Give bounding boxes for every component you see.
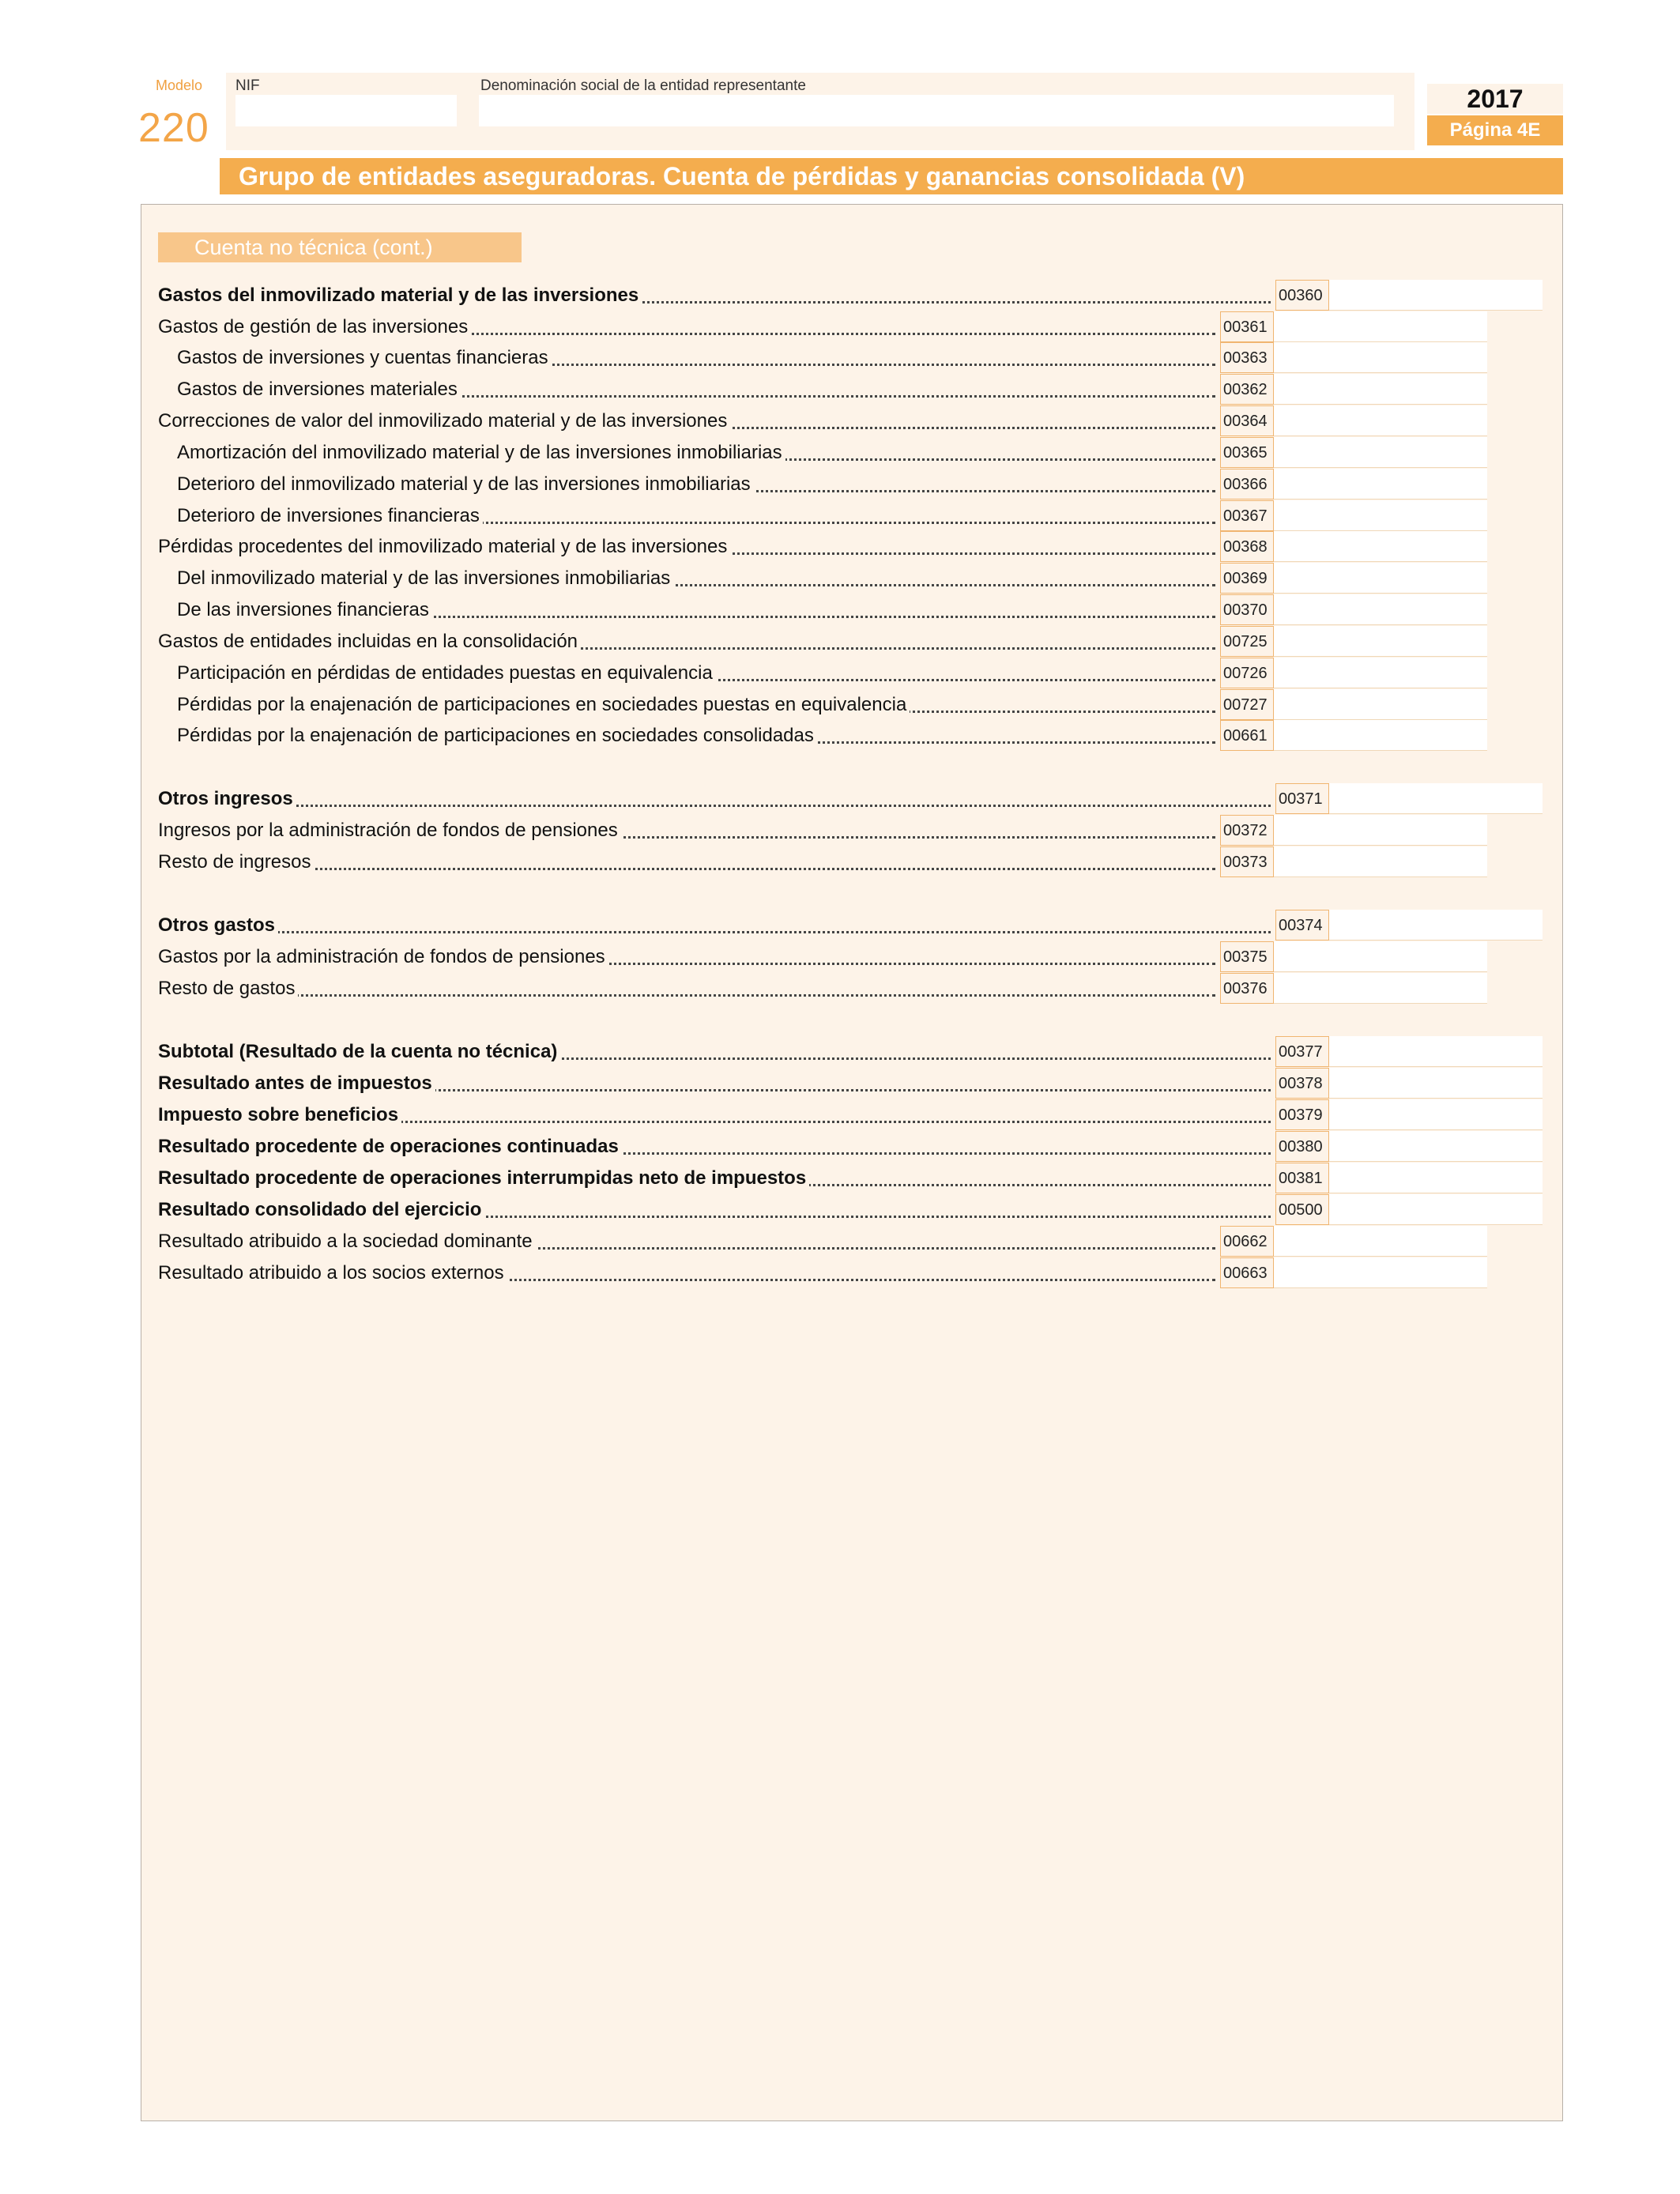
amount-field[interactable]: [1329, 1099, 1543, 1130]
form-row: [0, 594, 1680, 625]
amount-field[interactable]: [1329, 1194, 1543, 1225]
form-row: [0, 626, 1680, 657]
amount-field[interactable]: [1274, 374, 1487, 405]
form-row: [0, 846, 1680, 877]
row-label: Pérdidas por la enajenación de participaciones en sociedades consolidadas: [177, 720, 1217, 751]
box-code: 00366: [1220, 469, 1274, 499]
form-row: [0, 1068, 1680, 1099]
row-label: Resultado procedente de operaciones interrumpidas neto de impuestos: [158, 1163, 1272, 1193]
row-label: Deterioro de inversiones financieras: [177, 500, 1217, 531]
row-label: Gastos del inmovilizado material y de las inversiones: [158, 280, 1272, 311]
row-label: Resto de ingresos: [158, 846, 1217, 877]
amount-field[interactable]: [1274, 973, 1487, 1004]
form-row: [0, 973, 1680, 1004]
row-label: Gastos de inversiones materiales: [177, 374, 1217, 405]
form-row: [0, 1163, 1680, 1193]
section-label: Cuenta no técnica (cont.): [158, 232, 522, 262]
form-row: [0, 1257, 1680, 1288]
amount-field[interactable]: [1274, 405, 1487, 436]
row-label: Del inmovilizado material y de las inversiones inmobiliarias: [177, 563, 1217, 594]
modelo-number: 220: [138, 105, 209, 151]
row-label: Ingresos por la administración de fondos de pensiones: [158, 815, 1217, 846]
leader-dots: [158, 805, 1271, 807]
form-row: [0, 1131, 1680, 1162]
box-code: 00371: [1275, 783, 1329, 814]
box-code: 00361: [1220, 311, 1274, 342]
amount-field[interactable]: [1274, 594, 1487, 625]
box-code: 00661: [1220, 720, 1274, 751]
leader-dots: [158, 931, 1271, 933]
row-label: De las inversiones financieras: [177, 594, 1217, 625]
box-code: 00367: [1220, 500, 1274, 531]
amount-field[interactable]: [1329, 783, 1543, 814]
denominacion-label: Denominación social de la entidad representante: [480, 77, 806, 94]
page-badge: Página 4E: [1427, 115, 1563, 145]
form-row: [0, 1036, 1680, 1067]
box-code: 00368: [1220, 531, 1274, 562]
box-code: 00663: [1220, 1257, 1274, 1288]
row-label: Impuesto sobre beneficios: [158, 1099, 1272, 1130]
form-row: [0, 500, 1680, 531]
amount-field[interactable]: [1274, 311, 1487, 342]
amount-field[interactable]: [1274, 500, 1487, 531]
box-code: 00370: [1220, 594, 1274, 625]
row-label: Pérdidas procedentes del inmovilizado material y de las inversiones: [158, 531, 1217, 562]
leader-dots: [158, 994, 1215, 997]
row-label: Gastos de entidades incluidas en la consolidación: [158, 626, 1217, 657]
row-label: Resultado consolidado del ejercicio: [158, 1194, 1272, 1225]
row-label: Resto de gastos: [158, 973, 1217, 1004]
form-row: [0, 531, 1680, 562]
amount-field[interactable]: [1329, 1163, 1543, 1193]
row-label: Resultado procedente de operaciones continuadas: [158, 1131, 1272, 1162]
form-row: [0, 720, 1680, 751]
form-row: [0, 280, 1680, 311]
row-label: Correcciones de valor del inmovilizado material y de las inversiones: [158, 405, 1217, 436]
form-row: [0, 374, 1680, 405]
amount-field[interactable]: [1329, 280, 1543, 311]
box-code: 00726: [1220, 658, 1274, 688]
nif-field[interactable]: [235, 95, 457, 126]
amount-field[interactable]: [1274, 658, 1487, 688]
amount-field[interactable]: [1274, 1257, 1487, 1288]
form-row: [0, 437, 1680, 468]
row-label: Resultado antes de impuestos: [158, 1068, 1272, 1099]
form-row: [0, 658, 1680, 688]
amount-field[interactable]: [1274, 815, 1487, 846]
amount-field[interactable]: [1274, 563, 1487, 594]
form-row: [0, 815, 1680, 846]
amount-field[interactable]: [1274, 846, 1487, 877]
form-row: [0, 1226, 1680, 1257]
amount-field[interactable]: [1274, 626, 1487, 657]
denominacion-field[interactable]: [479, 95, 1394, 126]
box-code: 00373: [1220, 846, 1274, 877]
row-label: Gastos de inversiones y cuentas financieras: [177, 342, 1217, 373]
row-label: Subtotal (Resultado de la cuenta no técnica): [158, 1036, 1272, 1067]
row-label: Resultado atribuido a la sociedad dominante: [158, 1226, 1217, 1257]
amount-field[interactable]: [1274, 531, 1487, 562]
form-title: Grupo de entidades aseguradoras. Cuenta de pérdidas y ganancias consolidada (V): [220, 158, 1563, 194]
form-row: [0, 1194, 1680, 1225]
box-code: 00378: [1275, 1068, 1329, 1099]
box-code: 00364: [1220, 405, 1274, 436]
row-label: Gastos por la administración de fondos de pensiones: [158, 941, 1217, 972]
box-code: 00376: [1220, 973, 1274, 1004]
form-row: [0, 405, 1680, 436]
amount-field[interactable]: [1274, 342, 1487, 373]
box-code: 00363: [1220, 342, 1274, 373]
form-row: [0, 941, 1680, 972]
amount-field[interactable]: [1329, 910, 1543, 941]
leader-dots: [158, 868, 1215, 870]
box-code: 00727: [1220, 689, 1274, 720]
row-label: Gastos de gestión de las inversiones: [158, 311, 1217, 342]
amount-field[interactable]: [1274, 941, 1487, 972]
year-badge: 2017: [1427, 84, 1563, 114]
form-row: [0, 342, 1680, 373]
modelo-label: Modelo: [155, 77, 202, 93]
amount-field[interactable]: [1274, 720, 1487, 751]
row-label: Deterioro del inmovilizado material y de las inversiones inmobiliarias: [177, 469, 1217, 499]
amount-field[interactable]: [1329, 1068, 1543, 1099]
form-row: [0, 311, 1680, 342]
form-row: [0, 469, 1680, 499]
row-label: Pérdidas por la enajenación de participaciones en sociedades puestas en equivalencia: [177, 689, 1217, 720]
form-row: [0, 563, 1680, 594]
box-code: 00362: [1220, 374, 1274, 405]
row-label: Otros ingresos: [158, 783, 1272, 814]
form-row: [0, 689, 1680, 720]
nif-label: NIF: [235, 77, 260, 94]
form-row: [0, 783, 1680, 814]
amount-field[interactable]: [1329, 1036, 1543, 1067]
box-code: 00372: [1220, 815, 1274, 846]
row-label: Resultado atribuido a los socios externos: [158, 1257, 1217, 1288]
amount-field[interactable]: [1274, 1226, 1487, 1257]
amount-field[interactable]: [1274, 437, 1487, 468]
box-code: 00380: [1275, 1131, 1329, 1162]
amount-field[interactable]: [1329, 1131, 1543, 1162]
amount-field[interactable]: [1274, 469, 1487, 499]
box-code: 00379: [1275, 1099, 1329, 1130]
row-label: Otros gastos: [158, 910, 1272, 941]
box-code: 00374: [1275, 910, 1329, 941]
row-label: Participación en pérdidas de entidades puestas en equivalencia: [177, 658, 1217, 688]
box-code: 00365: [1220, 437, 1274, 468]
box-code: 00377: [1275, 1036, 1329, 1067]
amount-field[interactable]: [1274, 689, 1487, 720]
box-code: 00725: [1220, 626, 1274, 657]
box-code: 00375: [1220, 941, 1274, 972]
box-code: 00381: [1275, 1163, 1329, 1193]
box-code: 00369: [1220, 563, 1274, 594]
box-code: 00500: [1275, 1194, 1329, 1225]
box-code: 00662: [1220, 1226, 1274, 1257]
box-code: 00360: [1275, 280, 1329, 311]
form-row: [0, 1099, 1680, 1130]
form-row: [0, 910, 1680, 941]
row-label: Amortización del inmovilizado material y de las inversiones inmobiliarias: [177, 437, 1217, 468]
